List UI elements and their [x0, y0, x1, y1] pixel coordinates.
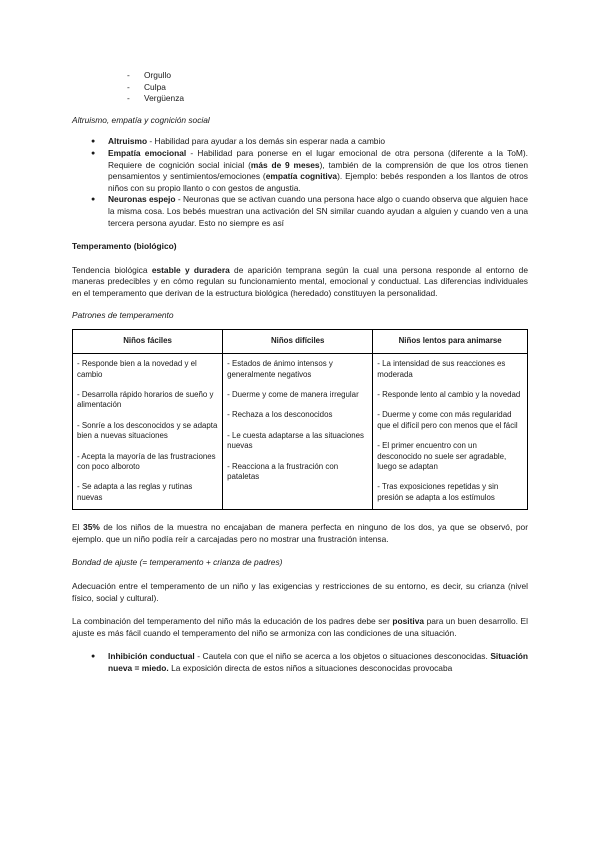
definition: La exposición directa de estos niños a situaciones desconocidas provocaba	[168, 662, 453, 673]
text: El	[72, 522, 84, 533]
term: Neuronas espejo	[108, 194, 176, 205]
patterns-heading: Patrones de temperamento	[72, 309, 174, 320]
cell-item: - Responde lento al cambio y la novedad	[377, 389, 521, 399]
definition: - Habilidad para ayudar a los demás sin esperar nada a cambio	[147, 136, 385, 147]
list-item-text: Culpa	[144, 81, 166, 92]
list-item-text: Vergüenza	[144, 93, 185, 104]
column-header: Niños difíciles	[223, 330, 373, 354]
emphasis: 35%	[83, 522, 100, 533]
column-header: Niños fáciles	[73, 330, 223, 354]
definition: - Neuronas que se activan cuando una persona hace algo o cuando observa que alguien hace la misma cosa. Los bebés muestran una activación del SN similar cuando ayudan a alguien y cuando ven a una tercera persona ayudar. Esto no siempre es así	[108, 194, 528, 228]
temperament-heading: Temperamento (biológico)	[72, 241, 177, 252]
text: para un buen desarrollo. El ajuste es más fácil cuando el temperamento del niño se armoniza con las condiciones de una situación.	[72, 616, 528, 638]
fit-paragraph-2	[72, 616, 528, 639]
table-cell	[73, 354, 223, 510]
cell-item: - Se adapta a las reglas y rutinas nuevas	[77, 482, 193, 502]
cell-item: - Desarrolla rápido horarios de sueño y alimentación	[77, 389, 214, 410]
dash-icon: -	[127, 81, 130, 92]
term: Altruismo	[108, 136, 148, 147]
list-item	[72, 136, 528, 148]
altruism-list	[72, 136, 528, 229]
emphasis: Situación nueva = miedo.	[108, 651, 529, 673]
percentage-paragraph	[72, 522, 528, 545]
column-header: Niños lentos para animarse	[373, 330, 528, 354]
dash-icon: -	[127, 70, 130, 80]
cell-item: - Tras exposiciones repetidas y sin presión se adapta a los estímulos	[377, 482, 499, 502]
bullet-icon: ●	[91, 138, 96, 146]
list-item	[72, 651, 528, 674]
definition: - Cautela con que el niño se acerca a los objetos o situaciones desconocidas.	[194, 651, 491, 662]
fit-list	[72, 651, 528, 674]
cell-item: - La intensidad de sus reacciones es moderada	[377, 359, 506, 379]
list-item	[72, 148, 528, 194]
altruism-heading: Altruismo, empatía y cognición social	[72, 114, 210, 125]
cell-item: - Responde bien a la novedad y el cambio	[77, 359, 197, 379]
emphasis: estable y duradera	[151, 264, 230, 275]
table-cell	[223, 354, 373, 510]
temperament-paragraph	[72, 265, 528, 300]
cell-item: - Rechaza a los desconocidos	[227, 410, 333, 420]
table-header-row	[73, 330, 528, 354]
cell-item: - Estados de ánimo intensos y generalmente negativos	[227, 359, 333, 379]
emphasis: más de 9 meses	[250, 159, 320, 170]
emphasis: empatía cognitiva	[265, 171, 338, 182]
cell-item: - El primer encuentro con un desconocido no suele ser agradable, luego se adaptan	[377, 441, 507, 471]
text: La combinación del temperamento del niño más la educación de los padres debe ser	[72, 616, 393, 627]
list-item	[72, 70, 528, 82]
term: Empatía emocional	[108, 147, 187, 158]
table-row	[73, 354, 528, 510]
cell-item: - Duerme y come de manera irregular	[227, 389, 359, 399]
document-page	[72, 70, 528, 675]
text: de aparición temprana según la cual una persona responde al entorno de maneras predecibles y en cómo regulan su funcionamiento mental, emocional y conductual. Las diferencias individuales en el temperamento que derivan de la estructura biológica (heredado) constituyen la personalidad.	[72, 264, 528, 298]
emphasis: positiva	[392, 616, 425, 627]
definition: ), también de la comprensión de que los otros tienen pensamientos y sentimientos/emociones (	[108, 159, 528, 182]
cell-item: - Reacciona a la frustración con pataletas	[227, 461, 339, 481]
bullet-icon: ●	[91, 653, 96, 661]
cell-item: - Le cuesta adaptarse a las situaciones nuevas	[227, 430, 364, 451]
fit-paragraph-1: Adecuación entre el temperamento de un niño y las exigencias y restricciones de su entorno, es decir, su crianza (nivel físico, social y cultural).	[72, 580, 528, 603]
text: de los niños de la muestra no encajaban de manera perfecta en ninguno de los dos, ya que se observó, por ejemplo. que un niño podía reír a carcajadas pero no mostrar una frustración intensa.	[72, 522, 528, 544]
list-item	[72, 194, 528, 229]
text: Tendencia biológica	[72, 264, 152, 275]
list-item	[72, 93, 528, 105]
list-item-text: Orgullo	[144, 70, 171, 80]
cell-item: - Acepta la mayoría de las frustraciones con poco alboroto	[77, 451, 216, 471]
definition: - Habilidad para ponerse en el lugar emocional de otra persona (diferente a la ToM). Requiere de cognición social inicial (	[108, 147, 529, 170]
dash-icon: -	[127, 93, 130, 104]
temperament-table	[72, 329, 528, 510]
emotions-list	[72, 70, 528, 105]
list-item	[72, 82, 528, 94]
bullet-icon: ●	[91, 149, 96, 157]
cell-item: - Duerme y come con más regularidad que el difícil pero con menos que el fácil	[377, 410, 518, 430]
table-cell	[373, 354, 528, 510]
goodness-of-fit-heading: Bondad de ajuste (= temperamento + crianza de padres)	[72, 557, 283, 568]
cell-item: - Sonríe a los desconocidos y se adapta bien a nuevas situaciones	[77, 420, 218, 441]
bullet-icon: ●	[91, 196, 96, 204]
definition: ). Ejemplo: bebés responden a los llantos de otros niños con su propio llanto o con gestos de angustia.	[108, 171, 528, 193]
term: Inhibición conductual	[108, 651, 195, 662]
